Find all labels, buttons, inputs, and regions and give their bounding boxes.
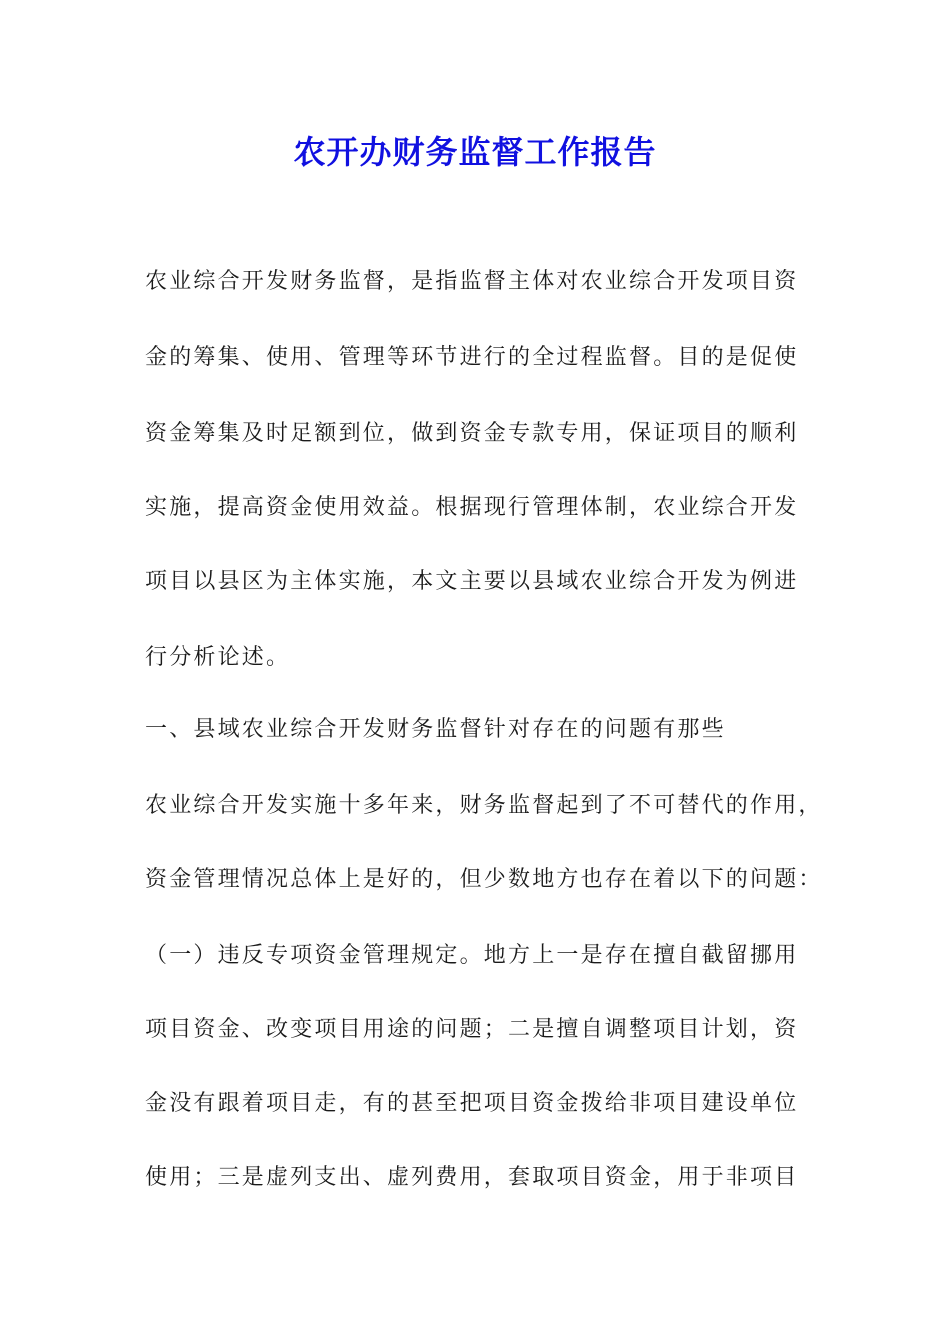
body-line: 项目资金、改变项目用途的问题；二是擅自调整项目计划，资 xyxy=(145,1017,799,1042)
body-line: 行分析论述。 xyxy=(145,645,291,670)
body-line: 项目以县区为主体实施，本文主要以县域农业综合开发为例进 xyxy=(145,569,799,594)
section-heading: 一、县域农业综合开发财务监督针对存在的问题有那些 xyxy=(145,717,726,742)
body-line: 使用；三是虚列支出、虚列费用，套取项目资金，用于非项目 xyxy=(145,1165,799,1190)
body-line: 资金管理情况总体上是好的，但少数地方也存在着以下的问题： xyxy=(145,867,823,892)
body-line: 资金筹集及时足额到位，做到资金专款专用，保证项目的顺利 xyxy=(145,421,799,446)
body-line: 金没有跟着项目走，有的甚至把项目资金拨给非项目建设单位 xyxy=(145,1091,799,1116)
body-line: 农业综合开发实施十多年来，财务监督起到了不可替代的作用， xyxy=(145,793,823,818)
body-line: 实施，提高资金使用效益。根据现行管理体制，农业综合开发 xyxy=(145,495,799,520)
subsection-line: （一）违反专项资金管理规定。地方上一是存在擅自截留挪用 xyxy=(145,943,799,968)
body-line: 金的筹集、使用、管理等环节进行的全过程监督。目的是促使 xyxy=(145,345,799,370)
document-title: 农开办财务监督工作报告 xyxy=(293,133,657,171)
body-line: 农业综合开发财务监督，是指监督主体对农业综合开发项目资 xyxy=(145,269,799,294)
